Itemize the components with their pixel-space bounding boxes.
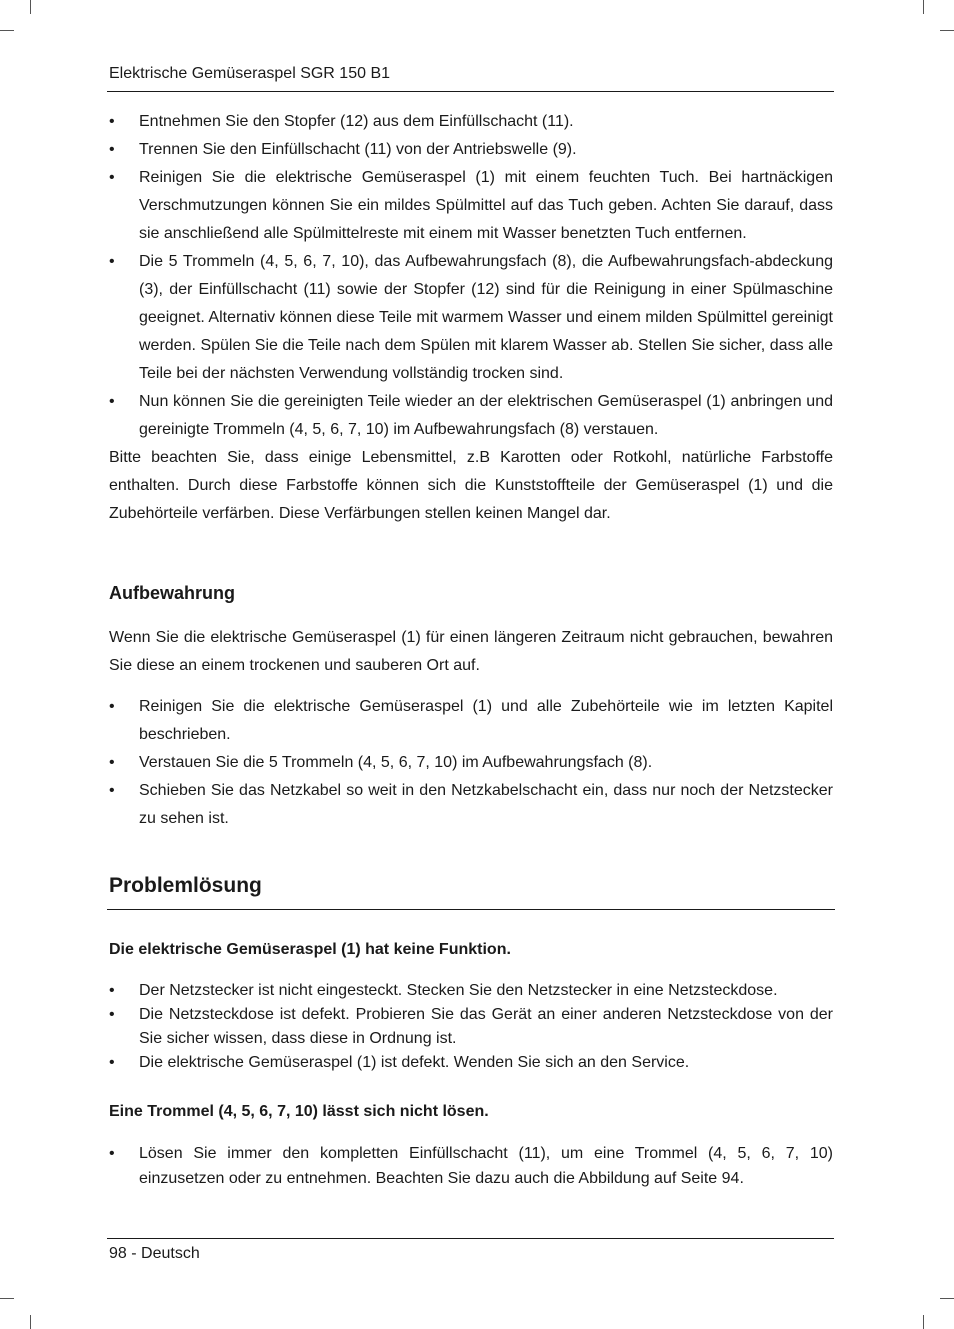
page-footer: 98 - Deutsch <box>109 1245 200 1262</box>
crop-mark <box>940 1298 954 1299</box>
section-heading-storage: Aufbewahrung <box>109 583 235 603</box>
problem-2-list <box>109 1141 833 1191</box>
bullet-icon: • <box>109 782 115 799</box>
storage-list <box>109 693 833 833</box>
list-item: • Reinigen Sie die elektrische Gemüseraspel (1) und alle Zubehörteile wie im letzten Kapitel beschrieben. <box>109 693 833 749</box>
problem-1-list-wrap <box>109 979 833 1075</box>
troubleshooting-heading-wrap <box>109 874 833 898</box>
storage-list-wrap <box>109 693 833 833</box>
problem-2 <box>109 1100 833 1124</box>
bullet-icon: • <box>109 982 115 999</box>
crop-mark <box>30 1315 31 1329</box>
storage-body <box>109 624 833 680</box>
crop-mark <box>0 1298 14 1299</box>
problem-1 <box>109 938 833 962</box>
bullet-icon: • <box>109 253 115 270</box>
bullet-icon: • <box>109 754 115 771</box>
bullet-icon: • <box>109 1006 115 1023</box>
list-item: • Nun können Sie die gereinigten Teile wieder an der elektrischen Gemüseraspel (1) anbringen und gereinigte Trommeln (4, 5, 6, 7, 10) im Aufbewahrungsfach (8) verstauen. <box>109 388 833 444</box>
problem-title: Eine Trommel (4, 5, 6, 7, 10) lässt sich nicht lösen. <box>109 1103 489 1120</box>
problem-title: Die elektrische Gemüseraspel (1) hat keine Funktion. <box>109 941 511 958</box>
list-item: • Verstauen Sie die 5 Trommeln (4, 5, 6, 7, 10) im Aufbewahrungsfach (8). <box>109 749 833 777</box>
cleaning-section <box>109 108 833 528</box>
list-item: • Trennen Sie den Einfüllschacht (11) von der Antriebswelle (9). <box>109 136 833 164</box>
footer-divider <box>107 1238 834 1239</box>
header-divider <box>107 91 834 92</box>
cleaning-list <box>109 108 833 444</box>
list-item: • Der Netzstecker ist nicht eingesteckt. Stecken Sie den Netzstecker in eine Netzsteckdose. <box>109 979 833 1003</box>
storage-section <box>109 583 833 604</box>
storage-intro: Wenn Sie die elektrische Gemüseraspel (1) für einen längeren Zeitraum nicht gebrauchen, bewahren Sie diese an einem trockenen und sauberen Ort auf. <box>109 629 833 674</box>
list-item: • Die 5 Trommeln (4, 5, 6, 7, 10), das Aufbewahrungsfach (8), die Aufbewahrungsfach-abdeckung (3), der Einfüllschacht (11) sowie der Stopfer (12) sind für die Reinigung in einer Spülmaschine geeignet. Alternativ können diese Teile mit warmem Wasser und einem milden Spülmittel gereinigt werden. Spülen Sie die Teile nach dem Spülen mit klarem Wasser ab. Stellen Sie sicher, dass alle Teile bei der nächsten Verwendung vollständig trocken sind. <box>109 248 833 388</box>
crop-mark <box>30 0 31 14</box>
list-item: • Schieben Sie das Netzkabel so weit in den Netzkabelschacht ein, dass nur noch der Netzstecker zu sehen ist. <box>109 777 833 833</box>
list-item: • Reinigen Sie die elektrische Gemüseraspel (1) mit einem feuchten Tuch. Bei hartnäckigen Verschmutzungen können Sie ein mildes Spülmittel auf das Tuch geben. Achten Sie darauf, dass sie anschließend alle Spülmittelreste mit einem mit Wasser benetzten Tuch entfernen. <box>109 164 833 248</box>
bullet-icon: • <box>109 698 115 715</box>
bullet-icon: • <box>109 113 115 130</box>
crop-mark <box>0 30 14 31</box>
section-divider <box>107 909 835 910</box>
crop-mark <box>940 30 954 31</box>
list-item: • Entnehmen Sie den Stopfer (12) aus dem Einfüllschacht (11). <box>109 108 833 136</box>
crop-mark <box>923 0 924 14</box>
list-item: • Lösen Sie immer den kompletten Einfüllschacht (11), um eine Trommel (4, 5, 6, 7, 10) einzusetzen oder zu entnehmen. Beachten Sie dazu auch die Abbildung auf Seite 94. <box>109 1141 833 1191</box>
crop-mark <box>923 1315 924 1329</box>
bullet-icon: • <box>109 141 115 158</box>
problem-1-list <box>109 979 833 1075</box>
page-header-title: Elektrische Gemüseraspel SGR 150 B1 <box>109 65 391 82</box>
bullet-icon: • <box>109 1054 115 1071</box>
list-item: • Die elektrische Gemüseraspel (1) ist defekt. Wenden Sie sich an den Service. <box>109 1051 833 1075</box>
section-heading-troubleshooting: Problemlösung <box>109 874 262 897</box>
bullet-icon: • <box>109 169 115 186</box>
bullet-icon: • <box>109 1145 115 1162</box>
cleaning-note: Bitte beachten Sie, dass einige Lebensmittel, z.B Karotten oder Rotkohl, natürliche Farbstoffe enthalten. Durch diese Farbstoffe können sich die Kunststoffteile der Gemüseraspel (1) und die Zubehörteile verfärben. Diese Verfärbungen stellen keinen Mangel dar. <box>109 449 833 522</box>
problem-2-list-wrap <box>109 1141 833 1191</box>
bullet-icon: • <box>109 393 115 410</box>
list-item: • Die Netzsteckdose ist defekt. Probieren Sie das Gerät an einer anderen Netzsteckdose von der Sie sicher wissen, dass diese in Ordnung ist. <box>109 1003 833 1051</box>
